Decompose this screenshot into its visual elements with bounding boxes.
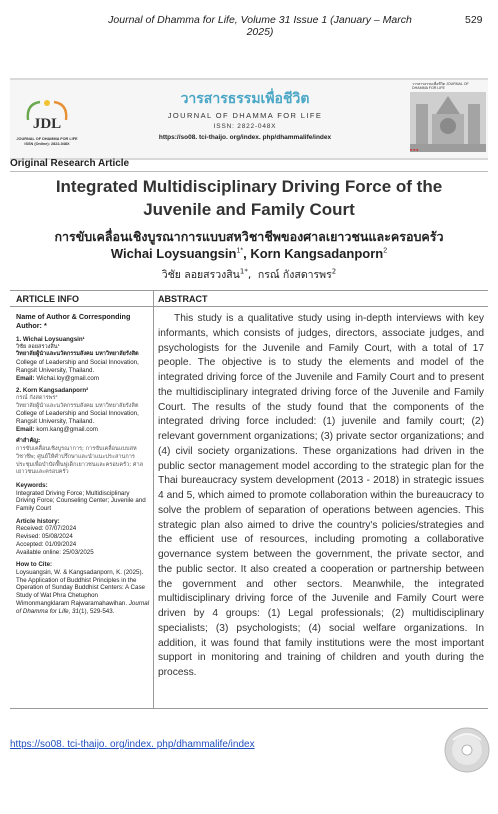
author-2-email-label: Email:	[16, 425, 35, 433]
journal-issn: ISSN: 2822-048X	[213, 123, 277, 130]
article-title: Integrated Multidisciplinary Driving Force of the Juvenile and Family Court	[55, 177, 443, 219]
author-1-thai-name: วิชัย ลอยสรวงสิน¹	[16, 343, 60, 350]
keywords-thai: การขับเคลื่อนเชิงบูรณาการ; การขับเคลื่อนแบบสหวิชาชีพ; ศูนย์ให้คำปรึกษาและนำแนะประสานการประชุมเพื่อบำบัดฟื้นฟูเด็กเยาวชนและครอบครัว; ศาลเยาวชนและครอบครัว	[16, 446, 144, 476]
citation-journal: Journal of Dhamma for Life, 31	[16, 599, 150, 615]
section-label: Original Research Article	[10, 158, 130, 169]
journal-url[interactable]: https://so08. tci-thaijo. org/index. php/dhammalife/index	[158, 134, 332, 141]
jdl-logo	[22, 96, 72, 136]
received-date: Received: 07/07/2024	[16, 525, 77, 533]
divider	[10, 171, 488, 172]
author-1-thai: วิชัย ลอยสรวงสิน	[161, 269, 240, 281]
journal-name-english: JOURNAL OF DHAMMA FOR LIFE	[167, 111, 323, 120]
history-label: Article history:	[16, 517, 60, 525]
author-1: Wichai Loysuangsin	[110, 246, 237, 261]
article-info-heading: ARTICLE INFO	[16, 294, 79, 304]
logo-caption	[12, 137, 82, 147]
revised-date: Revised: 05/08/2024	[16, 533, 73, 541]
author-1-email-label: Email:	[16, 374, 35, 382]
keywords-thai-label: คำสำคัญ:	[16, 438, 41, 445]
corresponding-label: Name of Author & Corresponding Author: *	[16, 312, 131, 330]
authors-thai: วิชัย ลอยสรวงสิน$^{1*}$, กรณ์ กังสดารพร$^2$	[161, 267, 337, 281]
author-2-name: 2. Korn Kangsadanporn²	[16, 387, 89, 395]
author-1-email[interactable]: Wichai.loy@gmail.com	[36, 374, 99, 382]
author-2: Korn Kangsadanporn	[250, 246, 384, 261]
accepted-date: Accepted: 01/09/2024	[16, 540, 77, 548]
author-2-thai: กรณ์ กังสดารพร	[257, 269, 332, 281]
author-1-institution: College of Leadership and Social Innovation, Rangsit University, Thailand.	[16, 359, 139, 374]
footer-url-link[interactable]: https://so08. tci-thaijo. org/index. php/dhammalife/index	[10, 739, 255, 750]
running-head: Journal of Dhamma for Life, Volume 31 Issue 1 (January – March 2025)	[108, 14, 412, 38]
citation-text: Loysuangsin, W. & Kangsadanporn, K. (2025). The Application of Buddhist Principles in the Operation of Sunday Buddhist Centers: A Case Study of Wat Phra Chetuphon Wimonmangklaram Rajwaramahawihan.	[16, 568, 145, 607]
citation	[16, 569, 150, 615]
author-1-thai-marker: 1*	[239, 267, 248, 276]
author-2-institution: College of Leadership and Social Innovation, Rangsit University, Thailand.	[16, 410, 139, 426]
author-2-institution-thai: วิทยาลัยผู้นำและนวัตกรรมสังคม มหาวิทยาลัยรังสิต	[16, 402, 139, 409]
journal-name-thai: วารสารธรรมเพื่อชีวิต	[180, 91, 310, 107]
abstract-heading: ABSTRACT	[158, 294, 208, 304]
index-logos: ■ ■ ■	[410, 148, 419, 152]
authors-english: Wichai Loysuangsin$^{1*}$, Korn Kangsadanporn$^2$	[110, 246, 388, 261]
column-divider	[153, 290, 154, 708]
author-2-thai-name: กรณ์ กังสดารพร²	[16, 394, 58, 401]
cover-mini-title: วารสารธรรมเพื่อชีวิต JOURNAL OF DHAMMA FOR LIFE	[412, 82, 469, 91]
author-1-institution-thai: วิทยาลัยผู้นำและนวัตกรรมสังคม มหาวิทยาลัยรังสิต	[16, 351, 139, 358]
author-2-email[interactable]: korn.kang@gmail.com	[36, 425, 98, 433]
author-2-thai-marker: 2	[331, 267, 337, 276]
cite-label: How to Cite:	[16, 561, 53, 569]
cd-disc-icon	[443, 726, 491, 774]
citation-pages: (1), 529-543.	[78, 607, 115, 615]
article-info-column	[16, 310, 150, 615]
box-bottom-rule	[10, 708, 488, 709]
author-1-name: 1. Wichai Loysuangsin¹	[16, 336, 85, 343]
box-top-rule	[10, 290, 488, 291]
temple-relief-image	[410, 92, 486, 152]
online-date: Available online: 25/03/2025	[16, 548, 94, 556]
keywords-label: Keywords:	[16, 481, 48, 489]
box-heading-rule	[10, 306, 488, 307]
keywords: Integrated Driving Force; Multidisciplinary Driving Force; Counseling Center; Juvenile and Family Court	[16, 489, 146, 513]
logo-name: JOURNAL OF DHAMMA FOR LIFE	[16, 137, 78, 141]
author-1-marker: 1*	[236, 247, 244, 255]
page-number: 529	[465, 14, 483, 26]
logo-text: JDL	[32, 116, 62, 132]
abstract-text: This study is a qualitative study using in-depth interviews with key informants, which consists of judges, directors, associate judges, and psychologists for the Juvenile and Family Court, with a total of 17 people. The objective is to study the elements and model of the integrated driving force of the Juvenile and Family Court and to present the multidisciplinary integrated driving force of the Juvenile and Family Court. The results of the study found that the components of the integrated driving force included: (1) juvenile and family court; (2) relevant government organizations; (3) private sector organizations; and (4) civil society organizations. These organizations had driven in the public sector management model according to the strategic plan for the Thai bureaucracy system development (2013 - 2018) in strategic issues 4 and 5, which aimed to promote collaboration within the bureaucracy to solve the problem of separation of operations between agencies. This strategic plan also aimed to drive the country's policies/strategies and the efficient use of resources, including promoting a collaborative governance system between the government, the private sector, and the public sector. It also created a cooperation or partnership between the government and other sectors. Meanwhile, the integrated multidisciplinary driving force of the Juvenile and Family Court were driven by 4 groups: (1) Legal professionals; (2) multidisciplinary specialists; (3) psychologists; (4) social welfare organizations. In addition, it was found that family institutions were the most important support in monitoring and training of children and youth during the process.	[158, 313, 484, 678]
logo-issn: ISSN (Online): 2822-048X	[24, 141, 70, 146]
author-2-marker: 2	[383, 247, 388, 255]
article-title-thai: การขับเคลื่อนเชิงบูรณาการแบบสหวิชาชีพของศาลเยาวชนและครอบครัว	[54, 229, 444, 244]
